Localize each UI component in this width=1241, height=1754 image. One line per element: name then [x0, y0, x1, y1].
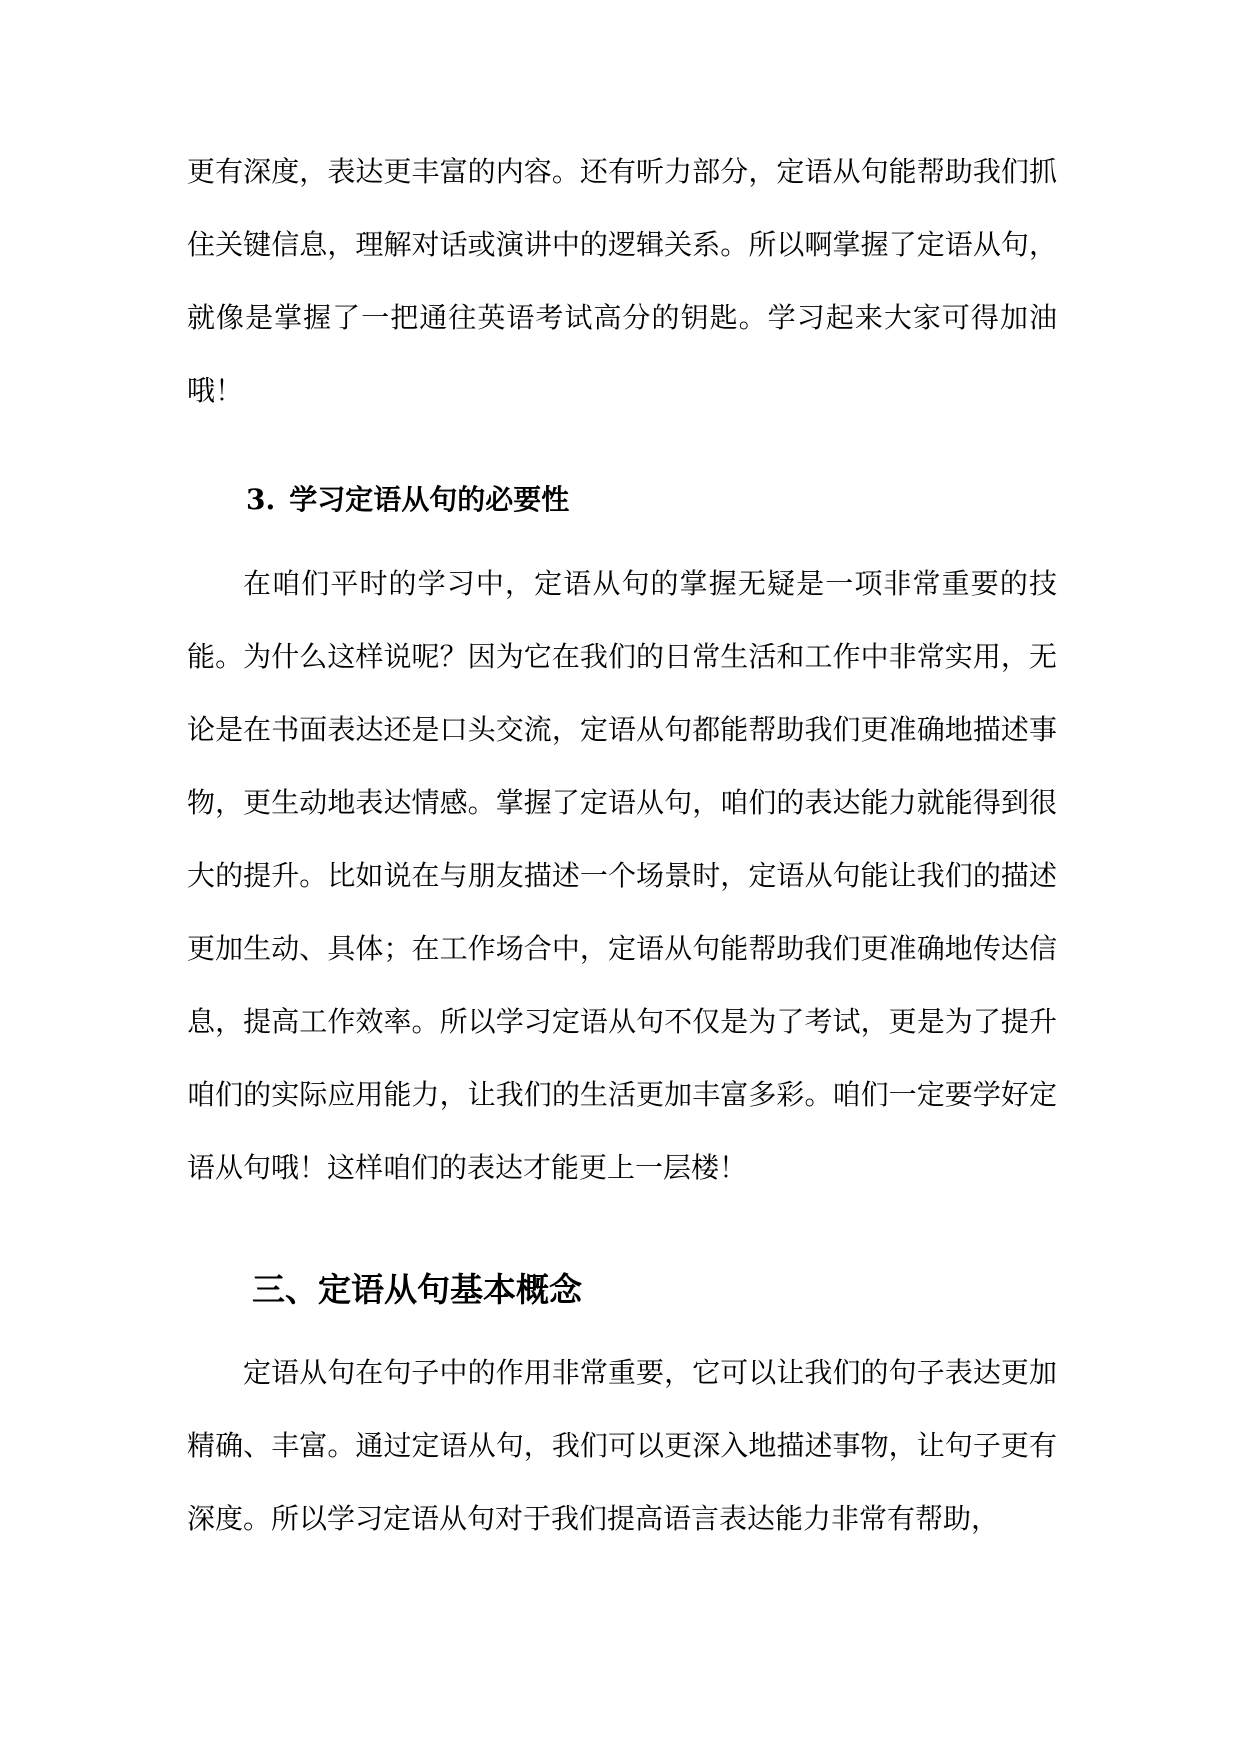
body-paragraph: 更有深度，表达更丰富的内容。还有听力部分，定语从句能帮助我们抓住关键信息，理解对话或演讲中的逻辑关系。所以啊掌握了定语从句，就像是掌握了一把通往英语考试高分的钥匙。学习起来大家可得加油哦！ [187, 155, 1057, 407]
section-title: 学习定语从句的必要性 [289, 483, 570, 516]
body-paragraph: 定语从句在句子中的作用非常重要，它可以让我们的句子表达更加精确、丰富。通过定语从句，我们可以更深入地描述事物，让句子更有深度。所以学习定语从句对于我们提高语言表达能力非常有帮助， [187, 1356, 1057, 1535]
section-number: 3. [246, 483, 276, 516]
chapter-heading: 三、定语从句基本概念 [252, 1270, 582, 1309]
section-heading [246, 480, 569, 520]
body-paragraph: 在咱们平时的学习中，定语从句的掌握无疑是一项非常重要的技能。为什么这样说呢？因为它在我们的日常生活和工作中非常实用，无论是在书面表达还是口头交流，定语从句都能帮助我们更准确地描述事物，更生动地表达情感。掌握了定语从句，咱们的表达能力就能得到很大的提升。比如说在与朋友描述一个场景时，定语从句能让我们的描述更加生动、具体；在工作场合中，定语从句能帮助我们更准确地传达信息，提高工作效率。所以学习定语从句不仅是为了考试，更是为了提升咱们的实际应用能力，让我们的生活更加丰富多彩。咱们一定要学好定语从句哦！这样咱们的表达才能更上一层楼！ [187, 567, 1057, 1184]
